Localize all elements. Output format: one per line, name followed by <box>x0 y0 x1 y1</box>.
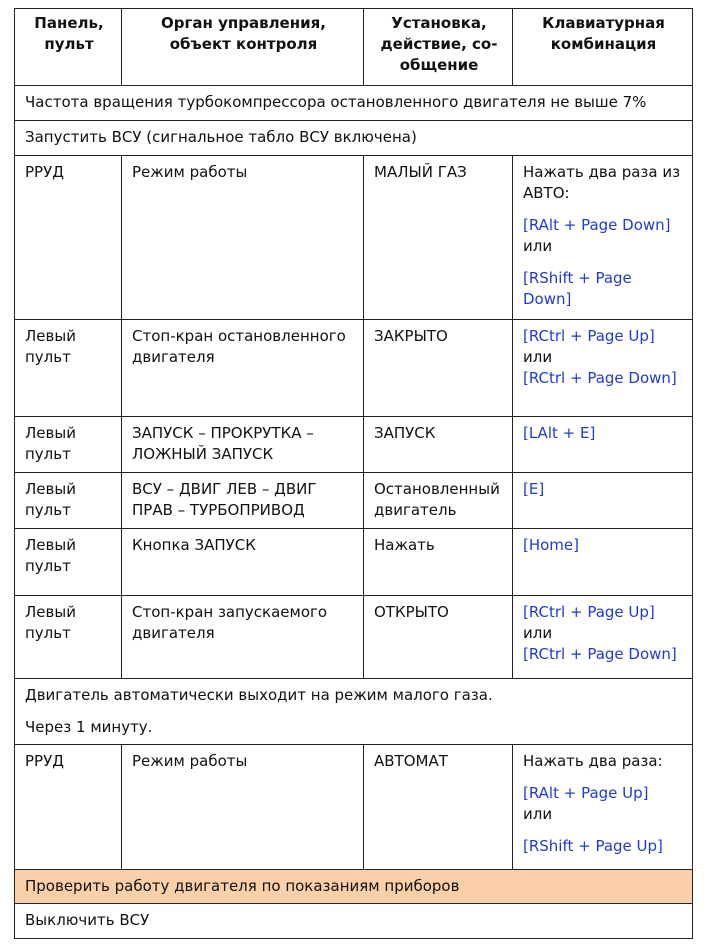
note-text <box>15 679 693 745</box>
note-text: Проверить работу двигателя по показаниям приборов <box>15 870 693 904</box>
control-cell: ЗАПУСК – ПРОКРУТКА – ЛОЖНЫЙ ЗАПУСК <box>122 417 364 473</box>
note-row <box>15 679 693 745</box>
panel-cell: Левый пульт <box>15 473 122 529</box>
or-text: или <box>523 624 553 642</box>
or-text: или <box>523 237 553 255</box>
key-combo[interactable]: [RCtrl + Page Up] <box>523 327 655 345</box>
keys-cell <box>513 596 693 679</box>
control-cell: Кнопка ЗАПУСК <box>122 529 364 596</box>
keys-cell <box>513 473 693 529</box>
keys-cell <box>513 529 693 596</box>
control-cell: ВСУ – ДВИГ ЛЕВ – ДВИГ ПРАВ – ТУРБОПРИВОД <box>122 473 364 529</box>
keys-cell <box>513 320 693 417</box>
key-combo[interactable]: [RCtrl + Page Down] <box>523 645 677 663</box>
key-combo[interactable]: [RAlt + Page Down] <box>523 216 671 234</box>
action-cell: ЗАПУСК <box>364 417 513 473</box>
panel-cell: РРУД <box>15 156 122 320</box>
table-row <box>15 320 693 417</box>
control-cell: Стоп-кран запускаемого двигателя <box>122 596 364 679</box>
key-combo[interactable]: [E] <box>523 480 545 498</box>
key-combo[interactable]: [RShift + Page Down] <box>523 269 632 308</box>
or-text: или <box>523 348 553 366</box>
note-line: Двигатель автоматически выходит на режим малого газа. <box>25 686 493 704</box>
keys-intro: Нажать два раза из АВТО: <box>523 163 681 202</box>
action-cell: ОТКРЫТО <box>364 596 513 679</box>
highlighted-note-row <box>15 870 693 904</box>
keys-intro: Нажать два раза: <box>523 752 663 770</box>
action-cell: МАЛЫЙ ГАЗ <box>364 156 513 320</box>
action-cell: ЗАКРЫТО <box>364 320 513 417</box>
table-row <box>15 473 693 529</box>
header-control: Орган управления, объект контроля <box>122 9 364 86</box>
keys-cell <box>513 417 693 473</box>
note-row <box>15 904 693 939</box>
header-row <box>15 9 693 86</box>
procedure-table <box>14 8 693 939</box>
header-keys: Клавиатурная комбинация <box>513 9 693 86</box>
note-row <box>15 121 693 156</box>
note-text: Запустить ВСУ (сигнальное табло ВСУ включена) <box>15 121 693 156</box>
table-row <box>15 529 693 596</box>
panel-cell: Левый пульт <box>15 596 122 679</box>
key-combo[interactable]: [RShift + Page Up] <box>523 837 663 855</box>
key-combo[interactable]: [RCtrl + Page Down] <box>523 369 677 387</box>
header-panel: Панель, пульт <box>15 9 122 86</box>
table-row <box>15 156 693 320</box>
header-action: Установка, действие, со-общение <box>364 9 513 86</box>
panel-cell: Левый пульт <box>15 320 122 417</box>
table-row <box>15 417 693 473</box>
table-row <box>15 745 693 870</box>
note-text: Выключить ВСУ <box>15 904 693 939</box>
table-row <box>15 596 693 679</box>
key-combo[interactable]: [Home] <box>523 536 580 554</box>
key-combo[interactable]: [LAlt + E] <box>523 424 596 442</box>
panel-cell: Левый пульт <box>15 417 122 473</box>
note-line: Через 1 минуту. <box>25 718 153 736</box>
control-cell: Режим работы <box>122 156 364 320</box>
key-combo[interactable]: [RAlt + Page Up] <box>523 784 649 802</box>
or-text: или <box>523 805 553 823</box>
control-cell: Стоп-кран остановленного двигателя <box>122 320 364 417</box>
panel-cell: Левый пульт <box>15 529 122 596</box>
note-text: Частота вращения турбокомпрессора остановленного двигателя не выше 7% <box>15 86 693 121</box>
key-combo[interactable]: [RCtrl + Page Up] <box>523 603 655 621</box>
panel-cell: РРУД <box>15 745 122 870</box>
action-cell: Остановленный двигатель <box>364 473 513 529</box>
control-cell: Режим работы <box>122 745 364 870</box>
keys-cell <box>513 745 693 870</box>
action-cell: АВТОМАТ <box>364 745 513 870</box>
note-row <box>15 86 693 121</box>
action-cell: Нажать <box>364 529 513 596</box>
keys-cell <box>513 156 693 320</box>
